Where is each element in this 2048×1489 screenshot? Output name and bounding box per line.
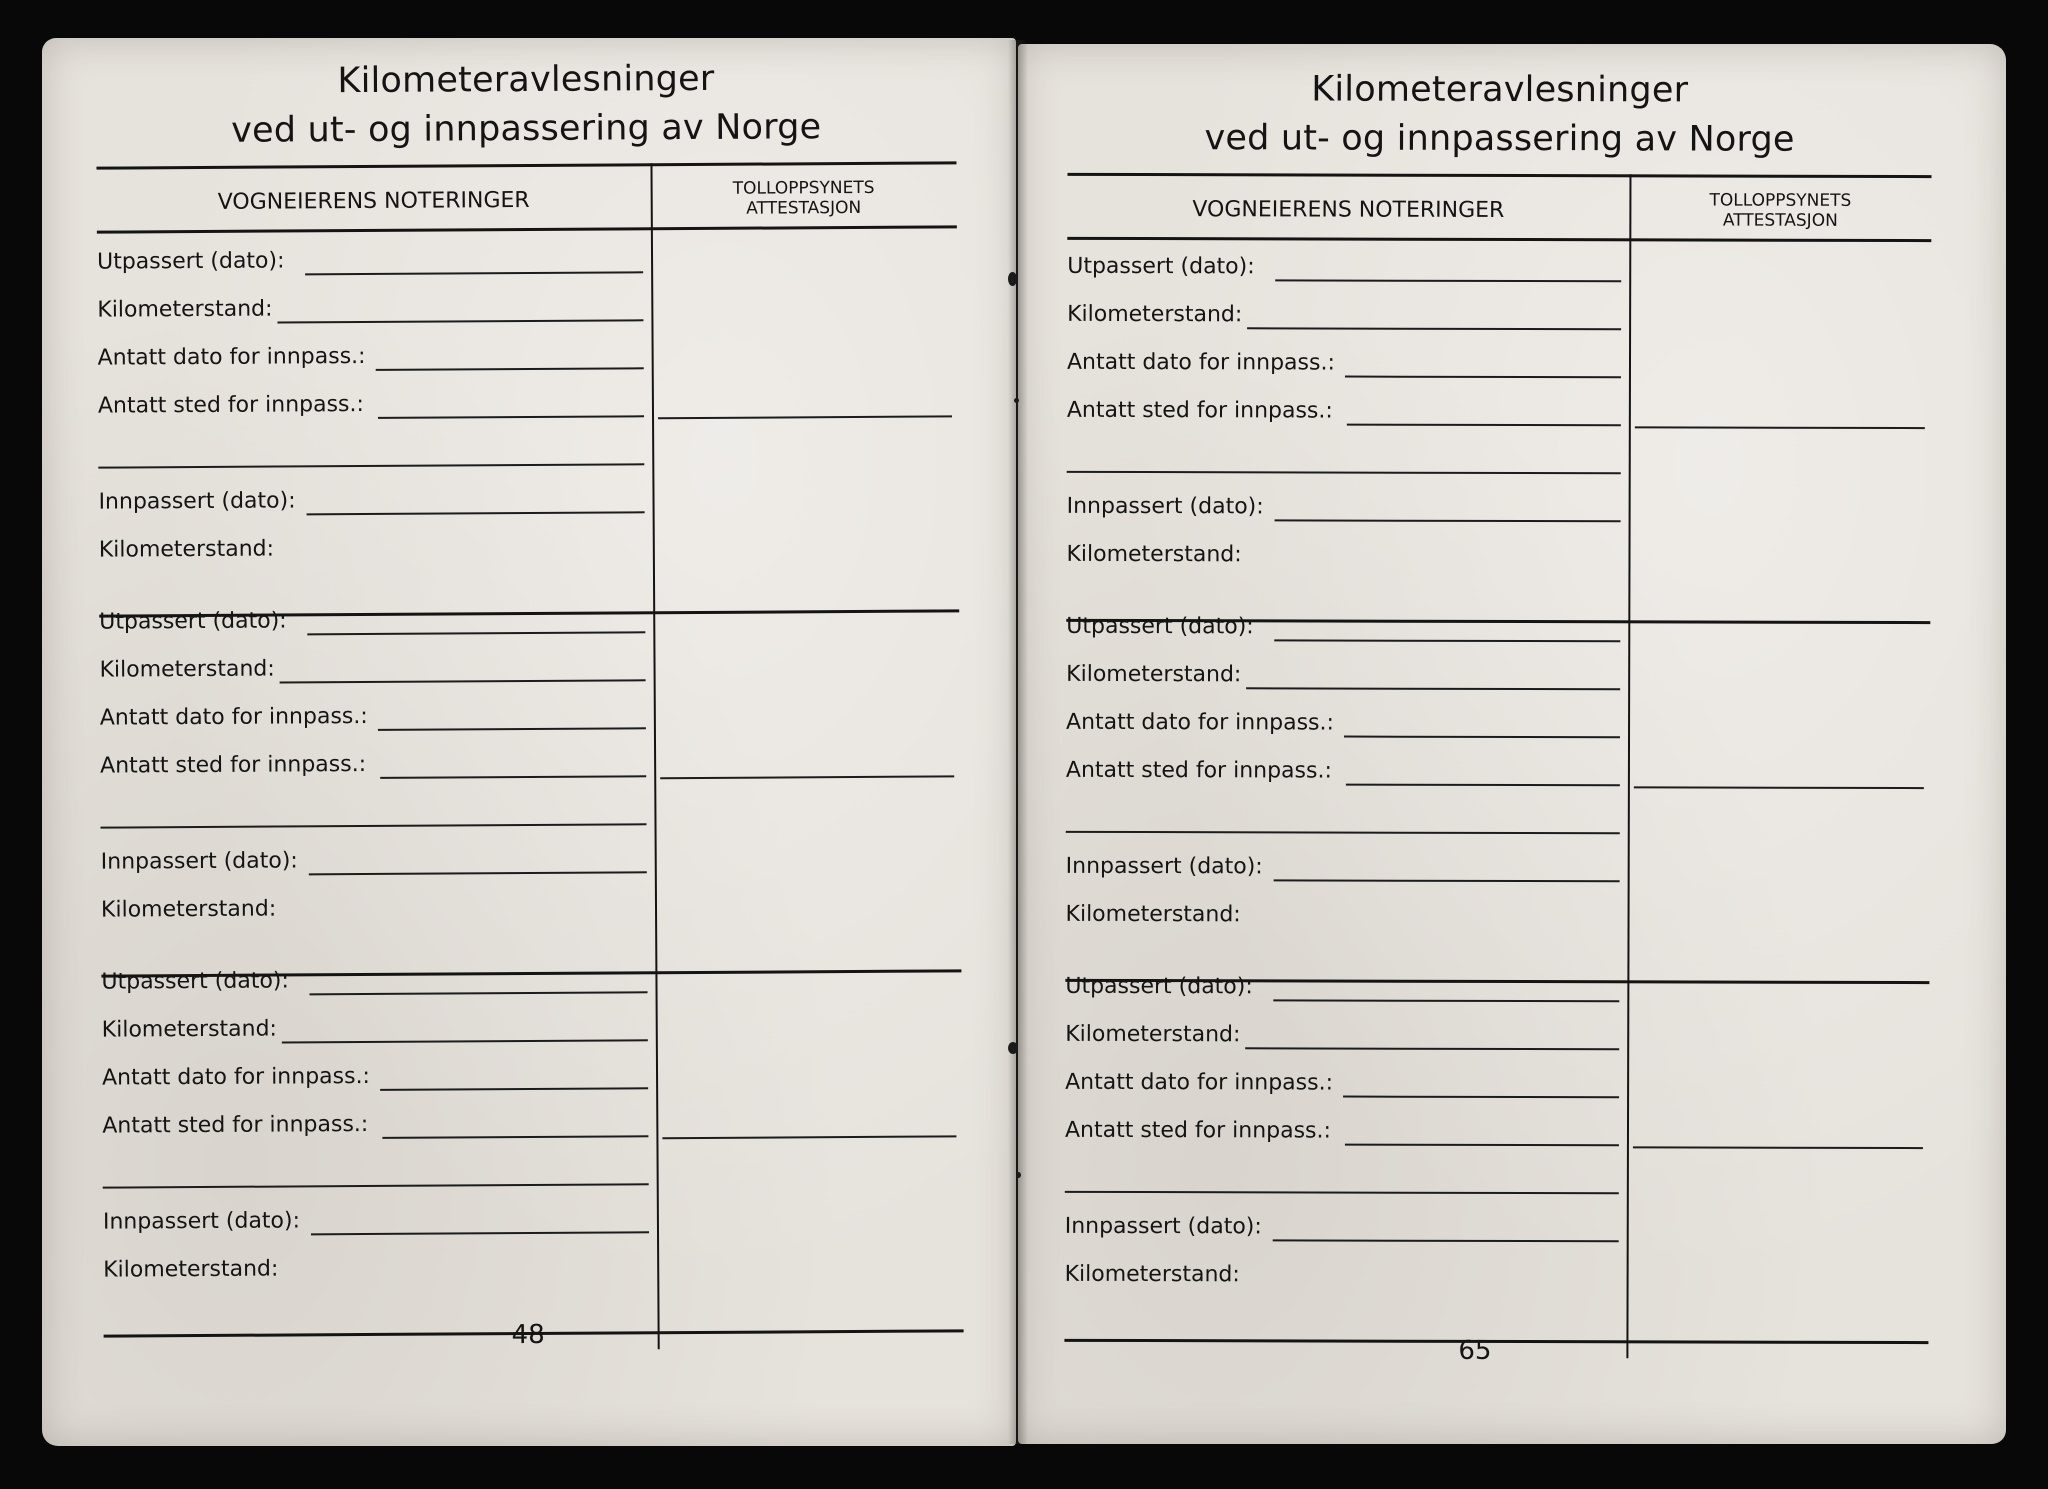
expected-entry-date-line[interactable] [380,1087,648,1091]
odometer-in-label: Kilometerstand: [1066,541,1242,568]
column-header-owner-notes: VOGNEIERENS NOTERINGER [1192,197,1505,223]
title-line-2: ved ut- og innpassering av Norge [1204,118,1795,160]
expected-entry-date-line[interactable] [376,367,644,371]
customs-signature-line[interactable] [660,775,954,779]
odometer-out-line[interactable] [280,679,646,683]
page-content [1016,43,2008,1446]
departed-date-label: Utpassert (dato): [96,248,285,275]
departed-date-line[interactable] [1275,279,1621,282]
column-header-customs-attestation [651,177,957,219]
expected-entry-date-label: Antatt dato for innpass.: [99,703,368,731]
odometer-in-label: Kilometerstand: [1064,1261,1240,1288]
customs-signature-line[interactable] [1635,426,1925,429]
odometer-in-label: Kilometerstand: [98,536,275,563]
entered-date-line[interactable] [1274,879,1620,882]
expected-entry-place-line[interactable] [1347,424,1621,427]
odometer-out-line[interactable] [282,1039,648,1043]
column-divider [1626,174,1631,1358]
title-line-1: Kilometeravlesninger [1311,69,1689,111]
expected-entry-date-line[interactable] [1345,376,1621,379]
departed-date-line[interactable] [1274,639,1620,642]
expected-entry-date-line[interactable] [378,727,646,731]
expected-entry-place-line[interactable] [378,415,644,419]
entry-extra-line[interactable] [98,463,644,468]
odometer-out-line[interactable] [1246,687,1620,690]
entered-date-line[interactable] [1273,1239,1619,1242]
odometer-out-line[interactable] [1245,1047,1619,1050]
expected-entry-place-label: Antatt sted for innpass.: [100,751,367,779]
ink-speck [1008,272,1017,286]
odometer-in-label: Kilometerstand: [1065,901,1241,928]
table-header-rule [97,225,957,233]
table-top-rule [1067,173,1931,178]
expected-entry-place-line[interactable] [380,775,646,779]
odometer-out-label: Kilometerstand: [1067,301,1243,328]
entered-date-label: Innpassert (dato): [1064,1213,1262,1240]
book-fold [1008,40,1028,1444]
page-title [1028,65,1972,165]
departed-date-line[interactable] [310,991,648,995]
right-page [1018,44,2006,1444]
ink-speck [1008,1042,1018,1054]
entry-block-bottom-rule [1064,1339,1928,1344]
left-page [42,38,1016,1446]
expected-entry-date-line[interactable] [1344,736,1620,739]
entered-date-label: Innpassert (dato): [98,488,296,515]
title-line-1: Kilometeravlesninger [337,58,715,102]
column-header-owner-notes: VOGNEIERENS NOTERINGER [217,187,530,215]
customs-signature-line[interactable] [662,1135,956,1139]
title-line-2: ved ut- og innpassering av Norge [231,107,822,151]
page-title [56,53,997,157]
departed-date-label: Utpassert (dato): [1065,973,1253,1000]
expected-entry-place-line[interactable] [1346,784,1620,787]
departed-date-line[interactable] [305,271,643,275]
entry-extra-line[interactable] [103,1183,649,1188]
odometer-out-label: Kilometerstand: [99,656,275,683]
expected-entry-place-label: Antatt sted for innpass.: [97,392,364,419]
departed-date-label: Utpassert (dato): [101,968,289,995]
departed-date-label: Utpassert (dato): [1066,613,1254,640]
entered-date-line[interactable] [307,511,645,515]
page-content [38,35,1021,1449]
departed-date-label: Utpassert (dato): [1067,253,1255,280]
entered-date-line[interactable] [1275,519,1621,522]
entered-date-line[interactable] [309,871,647,875]
odometer-out-label: Kilometerstand: [101,1016,278,1043]
entered-date-line[interactable] [311,1231,649,1235]
expected-entry-place-label: Antatt sted for innpass.: [1064,1117,1331,1144]
expected-entry-place-label: Antatt sted for innpass.: [102,1111,369,1139]
entered-date-label: Innpassert (dato): [1066,493,1264,520]
column-divider [650,163,659,1349]
table-top-rule [96,161,956,169]
entry-extra-line[interactable] [1066,831,1620,834]
odometer-out-label: Kilometerstand: [97,296,273,323]
customs-header-line-1: TOLLOPPSYNETS [1709,190,1852,211]
customs-header-line-1: TOLLOPPSYNETS [732,177,875,199]
page-number: 65 [1458,1335,1492,1366]
expected-entry-date-line[interactable] [1343,1096,1619,1099]
customs-signature-line[interactable] [658,415,952,419]
odometer-out-line[interactable] [277,319,643,323]
expected-entry-place-label: Antatt sted for innpass.: [1065,757,1332,784]
departed-date-line[interactable] [1273,999,1619,1002]
entry-extra-line[interactable] [101,823,647,828]
odometer-in-label: Kilometerstand: [103,1256,279,1283]
page-number: 48 [511,1319,545,1351]
expected-entry-date-label: Antatt dato for innpass.: [97,343,366,371]
ink-speck [1014,398,1019,403]
entered-date-label: Innpassert (dato): [102,1208,301,1235]
entry-extra-line[interactable] [1065,1191,1619,1194]
customs-signature-line[interactable] [1634,786,1924,789]
ink-speck [1016,1172,1021,1178]
odometer-out-label: Kilometerstand: [1065,1021,1241,1048]
expected-entry-date-label: Antatt dato for innpass.: [1066,349,1335,376]
odometer-out-label: Kilometerstand: [1066,661,1242,688]
entered-date-label: Innpassert (dato): [100,848,298,875]
table-header-rule [1067,237,1931,242]
odometer-out-line[interactable] [1247,327,1621,330]
expected-entry-place-line[interactable] [382,1135,648,1139]
column-header-customs-attestation [1629,190,1931,231]
odometer-in-label: Kilometerstand: [100,896,277,923]
customs-signature-line[interactable] [1633,1146,1923,1149]
entered-date-label: Innpassert (dato): [1065,853,1263,880]
expected-entry-date-label: Antatt dato for innpass.: [1065,1069,1334,1096]
expected-entry-date-label: Antatt dato for innpass.: [1066,709,1334,736]
departed-date-line[interactable] [307,631,645,635]
expected-entry-place-line[interactable] [1345,1144,1619,1147]
expected-entry-date-label: Antatt dato for innpass.: [101,1063,371,1091]
entry-extra-line[interactable] [1067,471,1621,474]
customs-header-line-2: ATTESTASJON [746,197,862,219]
departed-date-label: Utpassert (dato): [99,608,287,635]
expected-entry-place-label: Antatt sted for innpass.: [1066,397,1333,424]
customs-header-line-2: ATTESTASJON [1722,210,1838,231]
